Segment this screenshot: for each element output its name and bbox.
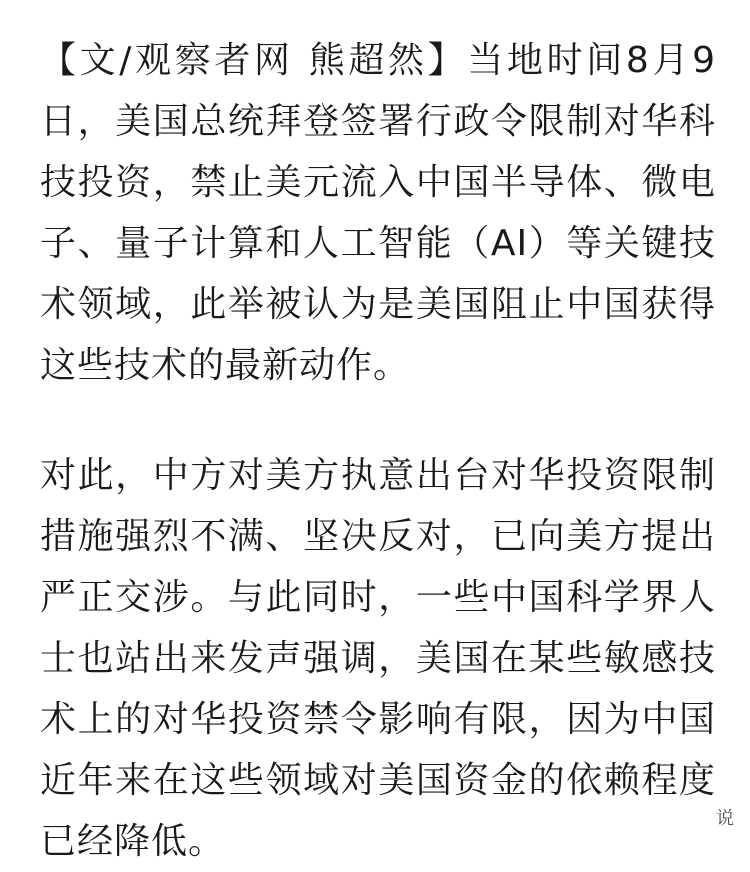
paragraph-1: 【文/观察者网 熊超然】当地时间8月9日，美国总统拜登签署行政令限制对华科技投资，禁止美元流入中国半导体、微电子、量子计算和人工智能（AI）等关键技术领域，此举被认为是美国阻止中国获得这些技术的最新动作。	[40, 40, 716, 386]
article-body	[40, 30, 716, 872]
watermark: 说	[716, 808, 734, 829]
paragraph-2: 对此，中方对美方执意出台对华投资限制措施强烈不满、坚决反对，已向美方提出严正交涉。与此同时，一些中国科学界人士也站出来发声强调，美国在某些敏感技术上的对华投资禁令影响有限，因为中国近年来在这些领域对美国资金的依赖程度已经降低。	[40, 455, 716, 862]
